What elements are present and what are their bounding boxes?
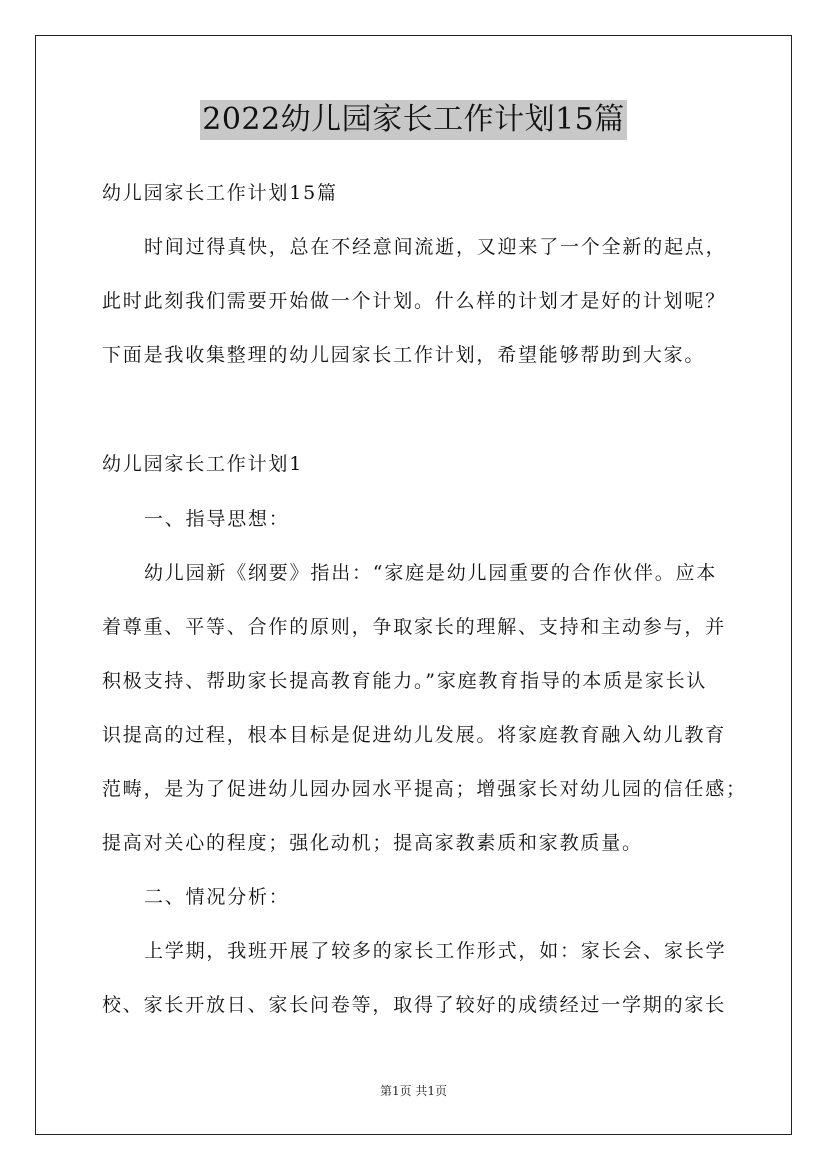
paragraph-line: 此时此刻我们需要开始做一个计划。什么样的计划才是好的计划呢？	[102, 290, 727, 312]
subheading: 一、指导思想：	[144, 508, 290, 530]
paragraph-line: 幼儿园新《纲要》指出：“家庭是幼儿园重要的合作伙伴。应本	[144, 562, 718, 584]
paragraph-line: 上学期，我班开展了较多的家长工作形式，如：家长会、家长学	[144, 940, 727, 962]
subheading: 二、情况分析：	[144, 886, 290, 908]
paragraph-line: 下面是我收集整理的幼儿园家长工作计划，希望能够帮助到大家。	[102, 344, 706, 366]
page-footer: 第1页 共1页	[379, 1084, 448, 1098]
paragraph-line: 积极支持、帮助家长提高教育能力。”家庭教育指导的本质是家长认	[102, 670, 708, 692]
section-heading: 幼儿园家长工作计划1	[102, 453, 304, 475]
paragraph-line: 时间过得真快，总在不经意间流逝，又迎来了一个全新的起点，	[144, 236, 727, 258]
document-title: 2022幼儿园家长工作计划15篇	[200, 100, 627, 140]
subtitle-line: 幼儿园家长工作计划15篇	[102, 182, 338, 204]
paragraph-line: 校、家长开放日、家长问卷等，取得了较好的成绩经过一学期的家长	[102, 994, 727, 1016]
paragraph-line: 着尊重、平等、合作的原则，争取家长的理解、支持和主动参与，并	[102, 616, 727, 638]
paragraph-line: 范畴，是为了促进幼儿园办园水平提高；增强家长对幼儿园的信任感；	[102, 778, 747, 800]
paragraph-line: 提高对关心的程度；强化动机；提高家教素质和家教质量。	[102, 832, 643, 854]
title-container	[0, 100, 827, 140]
paragraph-line: 识提高的过程，根本目标是促进幼儿发展。将家庭教育融入幼儿教育	[102, 724, 727, 746]
